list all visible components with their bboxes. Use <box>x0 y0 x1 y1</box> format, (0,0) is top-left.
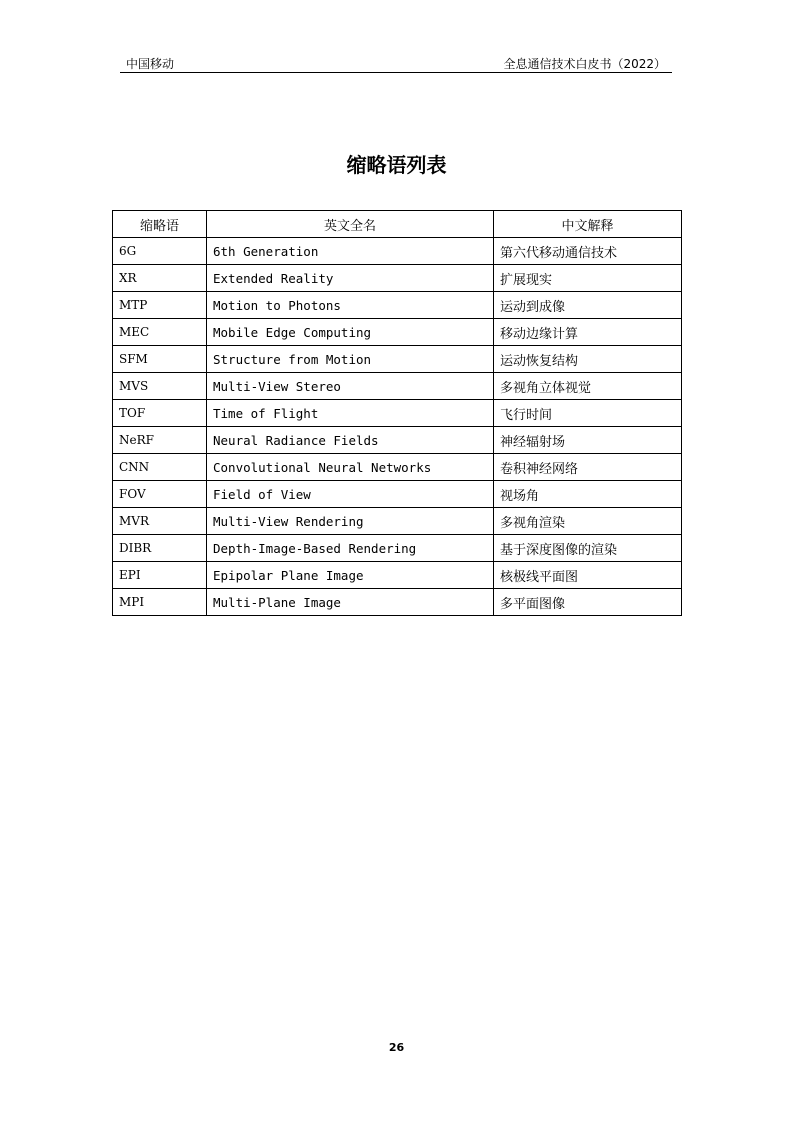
table-row <box>113 562 682 589</box>
abbreviation-cell: DIBR <box>113 535 207 562</box>
table-row <box>113 265 682 292</box>
chinese-explanation-cell: 基于深度图像的渲染 <box>494 535 682 562</box>
english-name-cell: Extended Reality <box>207 265 494 292</box>
abbreviation-cell: XR <box>113 265 207 292</box>
english-name-cell: Structure from Motion <box>207 346 494 373</box>
chinese-explanation-cell: 飞行时间 <box>494 400 682 427</box>
english-name-cell: Multi-Plane Image <box>207 589 494 616</box>
english-name-cell: Neural Radiance Fields <box>207 427 494 454</box>
abbreviation-cell: MTP <box>113 292 207 319</box>
english-name-cell: Multi-View Stereo <box>207 373 494 400</box>
abbreviation-cell: MVR <box>113 508 207 535</box>
page-number: 26 <box>388 1041 405 1054</box>
chinese-explanation-cell: 移动边缘计算 <box>494 319 682 346</box>
abbreviation-cell: TOF <box>113 400 207 427</box>
header-company: 中国移动 <box>126 57 175 71</box>
column-header-english-name: 英文全名 <box>207 211 494 238</box>
table-row <box>113 589 682 616</box>
abbreviation-cell: SFM <box>113 346 207 373</box>
english-name-cell: 6th Generation <box>207 238 494 265</box>
table-row <box>113 535 682 562</box>
chinese-explanation-cell: 视场角 <box>494 481 682 508</box>
table-row <box>113 373 682 400</box>
abbreviation-cell: MVS <box>113 373 207 400</box>
column-header-chinese-explanation: 中文解释 <box>494 211 682 238</box>
abbreviation-cell: CNN <box>113 454 207 481</box>
table-row <box>113 319 682 346</box>
abbreviation-table <box>112 210 682 616</box>
abbreviation-cell: MPI <box>113 589 207 616</box>
page-header <box>120 56 672 73</box>
table-row <box>113 427 682 454</box>
table-row <box>113 238 682 265</box>
table-row <box>113 481 682 508</box>
table-row <box>113 454 682 481</box>
table-row <box>113 508 682 535</box>
chinese-explanation-cell: 扩展现实 <box>494 265 682 292</box>
chinese-explanation-cell: 运动到成像 <box>494 292 682 319</box>
abbreviation-cell: EPI <box>113 562 207 589</box>
english-name-cell: Time of Flight <box>207 400 494 427</box>
english-name-cell: Epipolar Plane Image <box>207 562 494 589</box>
english-name-cell: Multi-View Rendering <box>207 508 494 535</box>
chinese-explanation-cell: 神经辐射场 <box>494 427 682 454</box>
abbreviation-cell: FOV <box>113 481 207 508</box>
chinese-explanation-cell: 第六代移动通信技术 <box>494 238 682 265</box>
chinese-explanation-cell: 多视角渲染 <box>494 508 682 535</box>
english-name-cell: Field of View <box>207 481 494 508</box>
header-document-title: 全息通信技术白皮书（2022） <box>503 57 666 71</box>
english-name-cell: Motion to Photons <box>207 292 494 319</box>
table-row <box>113 346 682 373</box>
english-name-cell: Mobile Edge Computing <box>207 319 494 346</box>
abbreviation-cell: 6G <box>113 238 207 265</box>
english-name-cell: Depth-Image-Based Rendering <box>207 535 494 562</box>
abbreviation-cell: MEC <box>113 319 207 346</box>
table-row <box>113 292 682 319</box>
chinese-explanation-cell: 核极线平面图 <box>494 562 682 589</box>
chinese-explanation-cell: 多平面图像 <box>494 589 682 616</box>
chinese-explanation-cell: 多视角立体视觉 <box>494 373 682 400</box>
page-title: 缩略语列表 <box>346 153 447 177</box>
chinese-explanation-cell: 卷积神经网络 <box>494 454 682 481</box>
column-header-abbreviation: 缩略语 <box>113 211 207 238</box>
table-row <box>113 400 682 427</box>
chinese-explanation-cell: 运动恢复结构 <box>494 346 682 373</box>
english-name-cell: Convolutional Neural Networks <box>207 454 494 481</box>
table-body <box>113 238 682 616</box>
abbreviation-cell: NeRF <box>113 427 207 454</box>
table-header-row <box>113 211 682 238</box>
